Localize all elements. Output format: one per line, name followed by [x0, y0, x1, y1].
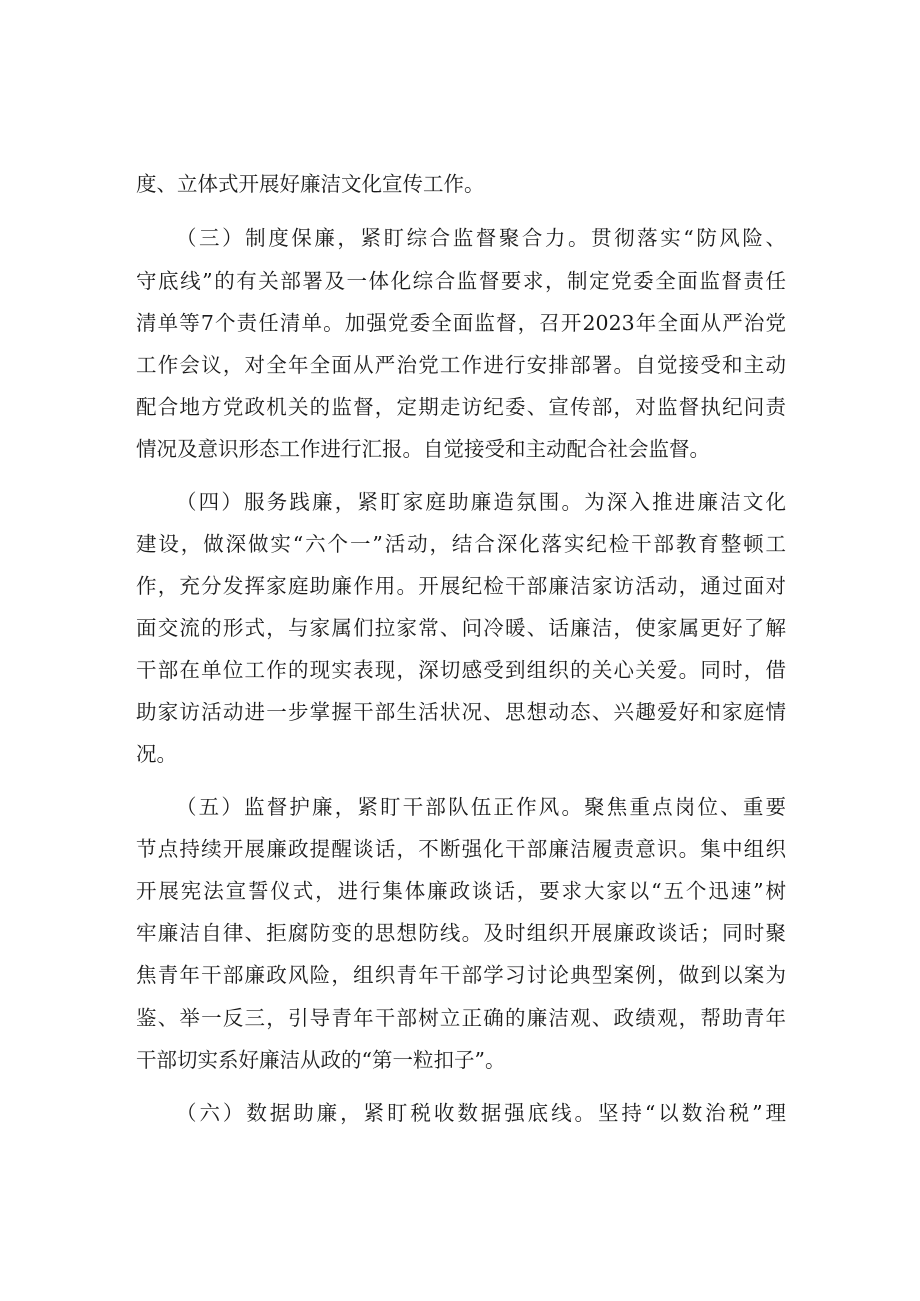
paragraph-line: 焦青年干部廉政风险，组织青年干部学习讨论典型案例，做到以案为	[136, 963, 786, 987]
paragraph-line: 干部在单位工作的现实表现，深切感受到组织的关心关爱。同时，借	[136, 658, 786, 682]
paragraph-line: 开展宪法宣誓仪式，进行集体廉政谈话，要求大家以“五个迅速”树	[136, 879, 786, 903]
paragraph-line: 况。	[136, 742, 177, 766]
paragraph-line: 助家访活动进一步掌握干部生活状况、思想动态、兴趣爱好和家庭情	[136, 700, 786, 724]
paragraph-line: （六）数据助廉，紧盯税收数据强底线。坚持“以数治税”理	[176, 1101, 786, 1125]
paragraph-line: （四）服务践廉，紧盯家庭助廉造氛围。为深入推进廉洁文化	[176, 490, 786, 514]
paragraph-line: 清单等7个责任清单。加强党委全面监督，召开2023年全面从严治党	[136, 311, 786, 335]
paragraph-line: 节点持续开展廉政提醒谈话，不断强化干部廉洁履责意识。集中组织	[136, 837, 786, 861]
paragraph-line: 建设，做深做实“六个一”活动，结合深化落实纪检干部教育整顿工	[136, 532, 786, 556]
paragraph-line: 作，充分发挥家庭助廉作用。开展纪检干部廉洁家访活动，通过面对	[136, 574, 786, 598]
paragraph-line: 面交流的形式，与家属们拉家常、问冷暖、话廉洁，使家属更好了解	[136, 616, 786, 640]
paragraph-line: 度、立体式开展好廉洁文化宣传工作。	[136, 172, 485, 196]
paragraph-line: 牢廉洁自律、拒腐防变的思想防线。及时组织开展廉政谈话；同时聚	[136, 921, 786, 945]
paragraph-line: 情况及意识形态工作进行汇报。自觉接受和主动配合社会监督。	[136, 437, 710, 461]
paragraph-line: 鉴、举一反三，引导青年干部树立正确的廉洁观、政绩观，帮助青年	[136, 1006, 786, 1030]
paragraph-line: 干部切实系好廉洁从政的“第一粒扣子”。	[136, 1048, 506, 1072]
paragraph-line: 工作会议，对全年全面从严治党工作进行安排部署。自觉接受和主动	[136, 353, 786, 377]
paragraph-line: （三）制度保廉，紧盯综合监督聚合力。贯彻落实“防风险、	[176, 226, 786, 250]
paragraph-line: 配合地方党政机关的监督，定期走访纪委、宣传部，对监督执纪问责	[136, 395, 786, 419]
paragraph-line: 守底线”的有关部署及一体化综合监督要求，制定党委全面监督责任	[136, 269, 786, 293]
paragraph-line: （五）监督护廉，紧盯干部队伍正作风。聚焦重点岗位、重要	[176, 795, 786, 819]
